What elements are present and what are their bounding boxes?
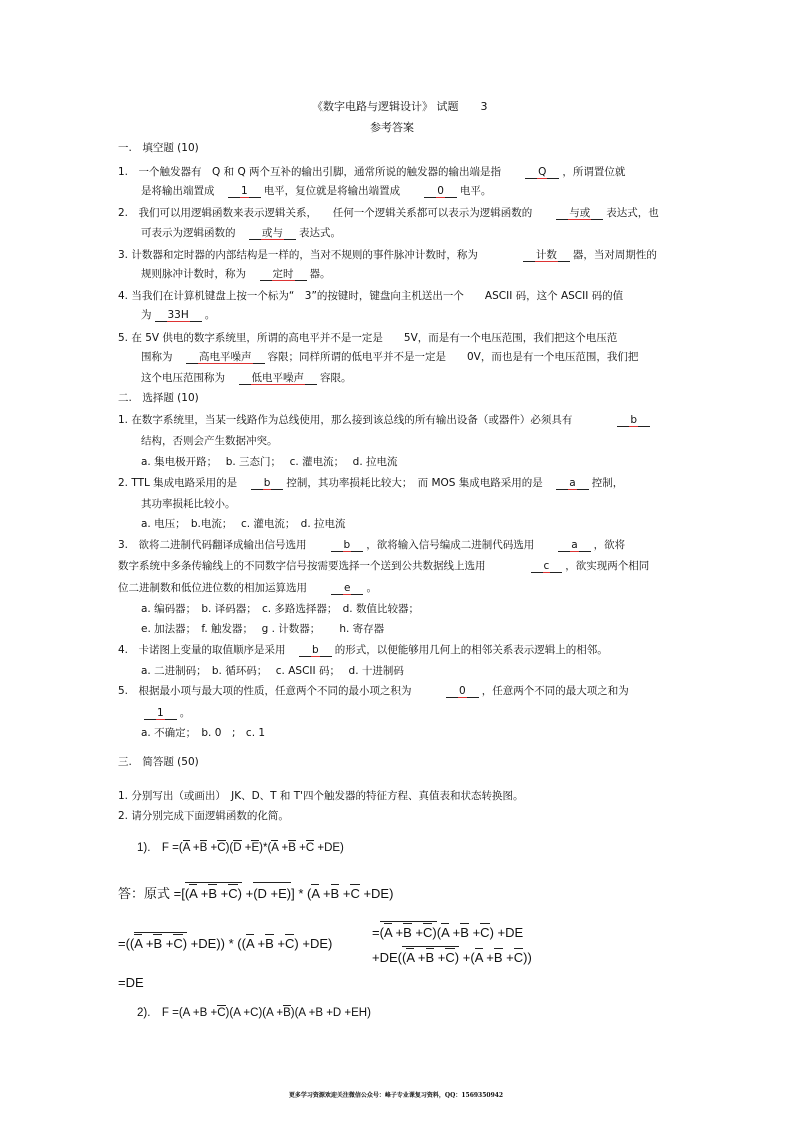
formula-text: +DE)) * ((	[187, 936, 246, 951]
text-segment: e. 加法器； f. 触发器； g . 计数器； h. 寄存器	[141, 623, 385, 635]
formula-text: A	[383, 925, 392, 940]
answer-text: 0	[459, 685, 466, 697]
formula-text: +	[241, 842, 252, 854]
answer-text: 计数	[535, 249, 557, 261]
formula-text: (	[436, 925, 442, 940]
formula-text: A	[134, 936, 143, 951]
overline-group	[253, 882, 291, 901]
answer-blank	[617, 414, 650, 427]
overline-term	[251, 840, 259, 854]
text-line	[141, 267, 331, 281]
text-segment: a. 集电极开路； b. 三态门； c. 灌电流； d. 拉电流	[141, 456, 398, 468]
formula-text: A	[189, 886, 198, 901]
formula-text: B	[330, 886, 340, 901]
formula-text: C	[173, 936, 183, 951]
text-segment: 1. 一个触发器有 Q 和 Q 两个互补的输出引脚，通常所说的触发器的输出端是指	[118, 166, 523, 178]
text-segment: 5. 在 5V 供电的数字系统里，所谓的高电平并不是一定是 5V，而是有一个电压范围，我们把这个电压范	[118, 332, 618, 344]
text-line	[118, 809, 289, 823]
answer-text: 1	[157, 707, 164, 719]
formula-text: (	[379, 925, 384, 940]
formula-text: +	[411, 925, 424, 940]
text-line	[118, 789, 524, 803]
formula-text: )(A +B +D +EH)	[290, 1007, 371, 1019]
text-segment: 5. 根据最小项与最大项的性质，任意两个不同的最小项之积为	[118, 685, 444, 697]
formula-text: +	[339, 886, 351, 901]
text-segment: 表达式，也	[606, 207, 659, 219]
formula-text: )	[182, 936, 188, 951]
footer-note: 更多学习资源欢迎关注微信公众号：峰子专业课复习资料，QQ：1569350942	[288, 1092, 504, 1099]
text-segment: ，欲实现两个相同	[565, 560, 650, 572]
text-segment: 为	[141, 309, 152, 321]
text-segment: ，所谓置位就	[562, 166, 626, 178]
overline-term	[445, 948, 454, 965]
text-line	[141, 602, 419, 616]
answer-blank	[249, 227, 296, 240]
formula-line	[372, 946, 532, 965]
overline-term	[514, 948, 523, 965]
formula-text: B	[153, 936, 163, 951]
overline-term	[246, 934, 254, 951]
text-segment: 。	[366, 582, 377, 594]
answer-text: 高电平噪声	[199, 351, 252, 363]
text-segment: 3. 欲将二进制代码翻译成输出信号选用	[118, 539, 328, 551]
formula-text: C	[480, 925, 490, 940]
formula-text: A	[311, 886, 320, 901]
text-segment: 数字系统中多条传输线上的不同数字信号按需要选择一个送到公共数据线上选用	[118, 560, 528, 572]
formula-line	[118, 976, 144, 990]
answer-text: 33H	[167, 309, 189, 321]
formula-text: =	[372, 925, 380, 940]
answer-text: 定时	[272, 268, 294, 280]
text-line	[141, 622, 384, 636]
text-segment: 可表示为逻辑函数的	[141, 227, 246, 239]
text-segment: a. 编码器； b. 译码器； c. 多路选择器； d. 数值比较器；	[141, 603, 419, 615]
formula-text: B	[283, 1007, 291, 1019]
text-line	[141, 350, 638, 364]
text-segment: 电平，复位就是将输出端置成	[263, 185, 422, 197]
answer-blank	[531, 560, 563, 573]
answer-blank	[299, 644, 332, 657]
overline-term	[228, 884, 237, 901]
formula-text: (	[184, 886, 190, 901]
formula-text: B	[208, 886, 218, 901]
overline-term	[426, 948, 435, 965]
formula-text: B	[403, 925, 412, 940]
overline-term	[403, 923, 412, 940]
text-segment: a. 不确定； b. 0 ; c. 1	[141, 727, 266, 739]
answer-blank	[446, 685, 479, 698]
formula-text: A	[406, 950, 415, 965]
overline-term	[265, 934, 274, 951]
text-line	[118, 248, 657, 262]
text-line	[141, 497, 236, 511]
overline-group	[185, 882, 242, 901]
formula-text: +DE(	[372, 950, 402, 965]
formula-text: +	[217, 886, 229, 901]
overline-term	[285, 934, 294, 951]
text-segment: ，欲将	[593, 539, 626, 551]
text-segment: 。	[204, 309, 216, 321]
formula-text: +	[319, 886, 331, 901]
text-segment: 器。	[309, 268, 331, 280]
overline-term	[384, 923, 392, 940]
formula-text: +	[253, 936, 266, 951]
text-segment: 围称为	[141, 351, 183, 363]
formula-text: (	[401, 950, 407, 965]
answer-text: b	[343, 539, 351, 551]
formula-text: C	[513, 950, 524, 965]
overline-term	[153, 934, 162, 951]
overline-term	[306, 840, 314, 854]
formula-text: C	[423, 925, 433, 940]
text-line	[118, 476, 623, 490]
formula-text: ))	[523, 950, 532, 965]
text-line	[118, 581, 377, 595]
text-segment: 《数字电路与逻辑设计》 试题 3	[312, 100, 488, 113]
answer-blank	[558, 539, 590, 552]
text-segment: 1. 在数字系统里，当某一线路作为总线使用，那么接到该总线的所有输出设备（或器件）必须具有	[118, 414, 615, 426]
overline-term	[441, 923, 449, 940]
text-segment: 的形式，以便能够用几何上的相邻关系表示逻辑上的相邻。	[334, 644, 608, 656]
text-line	[141, 434, 278, 448]
formula-text: )	[454, 950, 460, 965]
answer-text: e	[344, 582, 351, 594]
text-line	[118, 643, 608, 657]
formula-text: =((	[118, 936, 135, 951]
text-segment: 1. 分别写出（或画出） JK、D、T 和 T'四个触发器的特征方程、真值表和状态转换图。	[118, 790, 524, 802]
formula-text: +	[468, 925, 481, 940]
text-line	[118, 413, 653, 427]
formula-line	[118, 882, 393, 901]
section-1-heading	[118, 141, 199, 155]
answer-text: 或与	[262, 227, 283, 239]
formula-text: B	[425, 950, 435, 965]
formula-text: )	[432, 925, 437, 940]
formula-text: A	[441, 925, 450, 940]
text-segment: 是将输出端置成	[141, 185, 225, 197]
text-segment: 2. 请分别完成下面逻辑函数的化简。	[118, 810, 289, 822]
text-segment: 位二进制数和低位进位数的相加运算选用	[118, 582, 328, 594]
answer-blank	[331, 539, 364, 552]
overline-group	[402, 946, 459, 965]
formula-text: ] * (	[291, 886, 312, 901]
formula-text: B	[460, 925, 469, 940]
answer-text: Q	[538, 166, 547, 178]
answer-blank	[556, 207, 603, 220]
formula-text: +(	[459, 950, 475, 965]
text-segment: 参考答案	[370, 121, 414, 134]
formula-text: +	[434, 950, 446, 965]
text-segment: 规则脉冲计数时，称为	[141, 268, 257, 280]
text-line	[118, 165, 625, 179]
formula-text: C	[217, 1007, 226, 1019]
text-line	[141, 455, 398, 469]
overline-term	[173, 934, 182, 951]
formula-text: C	[285, 936, 295, 951]
overline-term	[423, 923, 432, 940]
formula-text: +	[391, 925, 404, 940]
text-line	[118, 391, 199, 405]
formula-text: )(A +C)(A +	[225, 1007, 284, 1019]
text-segment: 控制，其功率损耗比较大； 而 MOS 集成电路采用的是	[286, 477, 554, 489]
text-segment: 二. 选择题 (10)	[118, 392, 199, 404]
answer-blank	[260, 268, 307, 281]
subtitle	[370, 121, 414, 135]
formula-text: 1). F =(	[137, 842, 183, 854]
text-line	[141, 664, 404, 678]
formula-text: D	[233, 842, 242, 854]
formula-text: A	[182, 842, 190, 854]
answer-text: b	[263, 477, 271, 489]
answer-text: 与或	[569, 207, 591, 219]
answer-blank	[251, 477, 284, 490]
text-line	[118, 559, 649, 573]
text-segment: 3. 计数器和定时器的内部结构是一样的，当对不规则的事件脉冲计数时，称为	[118, 249, 520, 261]
formula-line	[137, 1006, 371, 1020]
text-line	[118, 755, 199, 769]
text-segment: ，欲将输入信号编成二进制代码选用	[366, 539, 556, 551]
text-line	[141, 706, 190, 720]
formula-text: ) +DE	[489, 925, 524, 940]
formula-text: A	[271, 842, 279, 854]
answer-blank	[144, 707, 177, 720]
overline-term	[475, 948, 483, 965]
answer-blank	[556, 477, 588, 490]
text-segment: a. 电压； b.电流； c. 灌电流； d. 拉电流	[141, 518, 346, 530]
formula-text: +DE)	[359, 886, 394, 901]
formula-text: C	[228, 886, 238, 901]
formula-line	[137, 841, 344, 855]
text-line	[118, 289, 623, 303]
answer-text: 1	[241, 185, 248, 197]
formula-text: C	[350, 886, 360, 901]
text-line	[141, 517, 346, 531]
formula-text: +	[273, 936, 286, 951]
overline-term	[189, 884, 197, 901]
formula-text: +	[189, 842, 200, 854]
formula-line	[118, 932, 332, 951]
text-segment: 2. TTL 集成电路采用的是	[118, 477, 248, 489]
overline-term	[208, 884, 217, 901]
answer-blank	[424, 185, 457, 198]
overline-term	[350, 884, 359, 901]
formula-text: +	[197, 886, 209, 901]
text-line	[141, 726, 265, 740]
text-segment: 容限。	[320, 372, 352, 384]
formula-text: E	[251, 842, 260, 854]
text-segment: 4. 卡诺图上变量的取值顺序是采用	[118, 644, 297, 656]
text-segment: 控制，	[591, 477, 624, 489]
answer-blank	[331, 582, 363, 595]
answer-text: b	[630, 414, 638, 426]
formula-text: C	[305, 842, 315, 854]
text-segment: 这个电压范围称为	[141, 372, 236, 384]
text-line	[141, 184, 491, 198]
text-segment: 一. 填空题 (10)	[118, 142, 199, 154]
text-segment: 2. 我们可以用逻辑函数来表示逻辑关系， 任何一个逻辑关系都可以表示为逻辑函数的	[118, 207, 554, 219]
formula-text: C	[445, 950, 455, 965]
text-segment: ，任意两个不同的最大项之和为	[481, 685, 629, 697]
formula-text: +	[278, 842, 289, 854]
formula-text: A	[474, 950, 483, 965]
text-line	[141, 371, 352, 385]
formula-text: B	[265, 936, 274, 951]
text-segment: 结构，否则会产生数据冲突。	[141, 435, 278, 447]
answer-blank	[239, 372, 318, 385]
formula-text: +DE)	[314, 842, 344, 854]
text-segment: a. 二进制码； b. 循环码； c. ASCII 码； d. 十进制码	[141, 665, 404, 677]
formula-text: +	[241, 886, 254, 901]
text-line	[118, 538, 625, 552]
overline-term	[494, 948, 503, 965]
formula-text: )	[237, 886, 242, 901]
overline-group	[134, 932, 187, 951]
text-line	[118, 684, 629, 698]
text-line	[118, 206, 659, 220]
formula-text: +	[502, 950, 514, 965]
answer-blank	[155, 309, 202, 322]
formula-text: B	[493, 950, 503, 965]
overline-group	[380, 921, 437, 940]
answer-text: b	[312, 644, 319, 656]
text-line	[118, 331, 617, 345]
text-line	[141, 308, 215, 322]
formula-text: +	[449, 925, 461, 940]
text-line	[141, 226, 341, 240]
overline-term	[288, 840, 296, 854]
overline-term	[283, 1005, 291, 1019]
answer-blank	[525, 166, 559, 179]
formula-text: B	[288, 842, 296, 854]
formula-text: +	[414, 950, 426, 965]
formula-text: +	[142, 936, 154, 951]
text-segment: 4. 当我们在计算机键盘上按一个标为“ 3”的按键时，键盘向主机送出一个 ASCII 码，这个 ASCII 码的值	[118, 290, 624, 302]
formula-text: +	[295, 842, 306, 854]
overline-term	[460, 923, 469, 940]
overline-term	[331, 884, 340, 901]
text-segment: 三. 简答题 (50)	[118, 756, 199, 768]
overline-term	[217, 840, 225, 854]
formula-text: ) +DE)	[294, 936, 333, 951]
overline-term	[217, 1005, 225, 1019]
overline-term	[480, 923, 489, 940]
formula-text: 答：原式 =[	[118, 886, 185, 901]
text-segment: 。	[179, 707, 191, 719]
formula-text: 2). F =(A +B +	[137, 1007, 218, 1019]
formula-text: (D +E)	[253, 886, 292, 901]
answer-text: 低电平噪声	[251, 372, 304, 384]
answer-text: a	[569, 477, 576, 489]
text-segment: 其功率损耗比较小。	[141, 498, 236, 510]
formula-text: =DE	[118, 975, 144, 990]
formula-text: A	[245, 936, 254, 951]
formula-text: B	[199, 842, 208, 854]
answer-blank	[523, 249, 570, 262]
formula-line	[372, 921, 523, 940]
formula-text: +	[482, 950, 494, 965]
answer-text: 0	[437, 185, 444, 197]
text-segment: 容限；同样所谓的低电平并不是一定是 0V，而也是有一个电压范围，我们把	[267, 351, 639, 363]
answer-text: c	[543, 560, 550, 572]
answer-blank	[186, 351, 265, 364]
formula-text: )(	[225, 842, 234, 854]
answer-text: a	[571, 539, 578, 551]
formula-text: )*(	[259, 842, 272, 854]
text-segment: 器，当对周期性的	[572, 249, 657, 261]
text-segment: 电平。	[459, 185, 492, 197]
formula-text: C	[217, 842, 226, 854]
answer-blank	[228, 185, 261, 198]
formula-text: +	[207, 842, 218, 854]
title	[312, 100, 488, 114]
overline-term	[183, 840, 190, 854]
formula-text: +	[162, 936, 174, 951]
text-segment: 表达式。	[299, 227, 341, 239]
overline-term	[233, 840, 241, 854]
